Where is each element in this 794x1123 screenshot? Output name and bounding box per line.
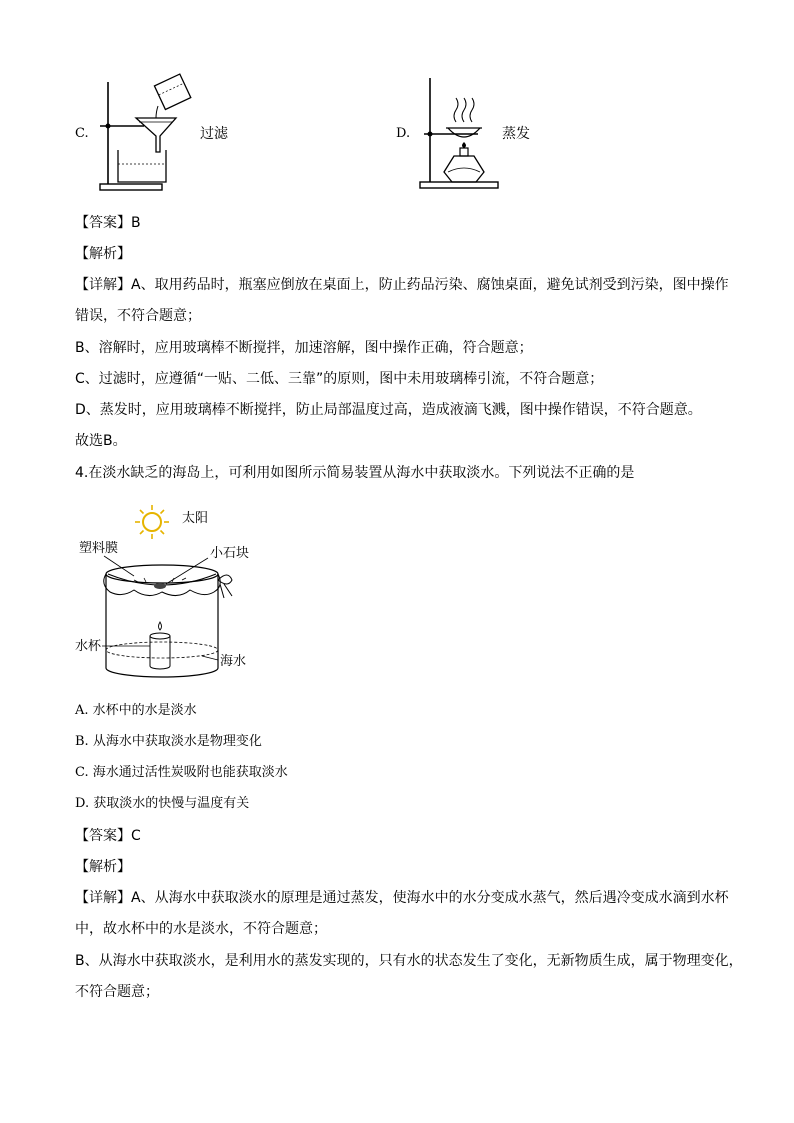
q4-detail-line-2: 中，故水杯中的水是淡水，不符合题意； bbox=[75, 921, 327, 937]
q4-detail-line-3: B、从海水中获取淡水，是利用水的蒸发实现的，只有水的状态发生了变化，无新物质生成，属于物理变化， bbox=[75, 953, 743, 969]
option-c-letter: C. bbox=[75, 126, 89, 141]
q4-stem: 4.在淡水缺乏的海岛上，可利用如图所示简易装置从海水中获取淡水。下列说法不正确的是 bbox=[75, 465, 635, 481]
q3-detail-line-1: 【详解】A、取用药品时，瓶塞应倒放在桌面上，防止药品污染、腐蚀桌面，避免试剂受到污染，图中操作 bbox=[75, 277, 729, 293]
label-water-cup: 水杯 bbox=[75, 639, 102, 654]
label-sun: 太阳 bbox=[182, 511, 209, 526]
label-seawater: 海水 bbox=[220, 654, 247, 669]
desalination-diagram bbox=[74, 500, 284, 690]
q4-detail-line-4: 不符合题意； bbox=[75, 984, 159, 1000]
q4-option-d: D. 获取淡水的快慢与温度有关 bbox=[75, 796, 250, 811]
label-plastic-film: 塑料膜 bbox=[79, 541, 119, 556]
q3-option-b-analysis: B、溶解时，应用玻璃棒不断搅拌，加速溶解，图中操作正确，符合题意； bbox=[75, 340, 533, 356]
q3-analysis-title: 【解析】 bbox=[75, 246, 131, 262]
q4-option-a: A. 水杯中的水是淡水 bbox=[75, 703, 197, 718]
sun-icon bbox=[135, 505, 169, 539]
label-small-stone: 小石块 bbox=[210, 546, 250, 561]
q3-conclusion: 故选B。 bbox=[75, 433, 127, 449]
evaporation-apparatus bbox=[418, 72, 508, 192]
q4-option-b: B. 从海水中获取淡水是物理变化 bbox=[75, 734, 262, 749]
option-c-caption: 过滤 bbox=[200, 126, 228, 142]
q4-detail-line-1: 【详解】A、从海水中获取淡水的原理是通过蒸发，使海水中的水分变成水蒸气，然后遇冷变成水滴到水杯 bbox=[75, 890, 729, 906]
q3-option-d-analysis: D、蒸发时，应用玻璃棒不断搅拌，防止局部温度过高，造成液滴飞溅，图中操作错误，不符合题意。 bbox=[75, 402, 702, 418]
option-d-caption: 蒸发 bbox=[502, 126, 530, 142]
q4-option-c: C. 海水通过活性炭吸附也能获取淡水 bbox=[75, 765, 288, 780]
q3-detail-line-2: 错误，不符合题意； bbox=[75, 308, 201, 324]
q4-answer: 【答案】C bbox=[75, 828, 141, 844]
q4-analysis-title: 【解析】 bbox=[75, 859, 131, 875]
q3-option-c-analysis: C、过滤时，应遵循“一贴、二低、三靠”的原则，图中未用玻璃棒引流，不符合题意； bbox=[75, 371, 604, 387]
filtration-apparatus bbox=[96, 72, 200, 194]
q3-answer: 【答案】B bbox=[75, 215, 141, 231]
option-d-letter: D. bbox=[396, 126, 411, 141]
